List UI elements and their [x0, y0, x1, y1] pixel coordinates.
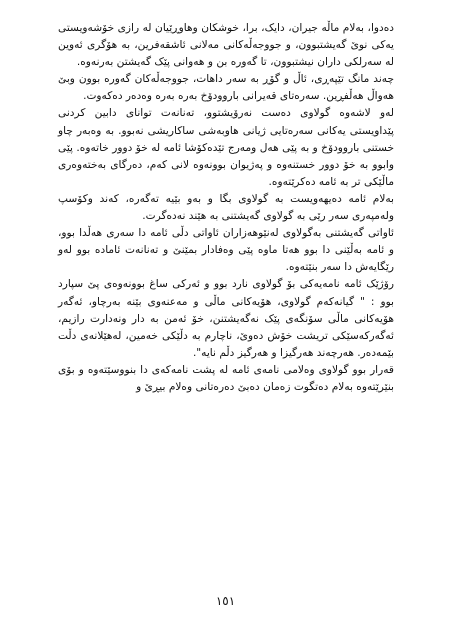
paragraph-1: دەدوا، بەلام ماڵە جیران، دایک، برا، خوشکان وهاوڕێیان لە رازی خۆشەویستی یەکی نوێ گەیشتبوون، و جووجەڵەکانی مەلانی ئاشقەفرین، بە هۆگری ئەوین لە سەرلکی داران نیشتبوون، تا گەورە بن و هەوانی پێک گەیشتن بەرنەوە. — [58, 22, 394, 69]
page-number: ١٥١ — [215, 594, 236, 608]
paragraph-2: چەند مانگ تێپەڕی، ئاڵ و گۆڕ بە سەر داهات، جووجەڵەکان گەورە بوون وبێ هەواڵ هەڵفڕین. سەرەتای قەیرانی باروودۆخ بەرە بەرە وەدەر دەکەوت. — [58, 73, 394, 103]
paragraph-4: بەلام ئامە دەیهەویست بە گولاوی بگا و بەو بێیە تەگەرە، کەند وکۆسپ ولەمپەری سەر رێی بە گولاوی گەیشتنی بە هێند نەدەگرت. — [58, 192, 394, 223]
body-text — [58, 20, 394, 396]
paragraph-5: ئاواتی گەیشتنی بەگولاوی لەنێوهەزاران ئاواتی دڵی ئامە دا سەری هەڵدا بوو، و ئامە بەڵێنی دا بوو هەتا ماوە پێی وەفادار بمێنێ و تەنانەت ئامادە بوو لەو رێگایەش دا سەر بنێتەوە. — [58, 227, 394, 274]
paragraph-7: قەرار بوو گولاوی وەلامی نامەی ئامە لە پشت نامەکەی دا بنووسێتەوە و بۆی بنێرێتەوە بەلام دەتگوت زەمان دەبێ دەرەتانی وەلام بیڕێ و — [58, 363, 394, 393]
paragraph-3: لەو لاشەوە گولاوی دەست نەرۆیشتوو، تەنانەت توانای دابین کردنی پێداویستی یەکانی سەرەتایی ژیانی هاوبەشی ساکاریشی نەبوو. بە وەبەر چاو خستنی باروودۆخ و بە پێی هەل ومەرج تێدەکۆشا ئامە لە خۆ دوور خاتەوە. پێی وابوو بە خۆ دوور خستنەوە و پەژیوان بوونەوە لانی کەم، دەرگای بەختەوەری ماڵێکی تر بە ئامە دەکرێتەوە. — [58, 107, 394, 188]
paragraph-6: رۆژێک ئامە نامەیەکی بۆ گولاوی نارد بوو و ئەرکی ساغ بوونەوەی پێ سپارد بوو : " گیانەکەم گولاوی، هۆیەکانی ماڵی و مەعنەوی بێنە بەرچاو، ئەگەر هۆیەکانی ماڵی سۆنگەی پێک نەگەیشتنن، خۆ ئەمن بە دار ونەدارت رازیم، ئەگەرکەسێکی تریشت خۆش دەوێ، ناچارم بە دڵێکی خەمین، لەهێلانەی دڵت بێمەدەر. هەرچەند هەرگیزا و هەرگیز دڵم نایە". — [58, 278, 394, 359]
